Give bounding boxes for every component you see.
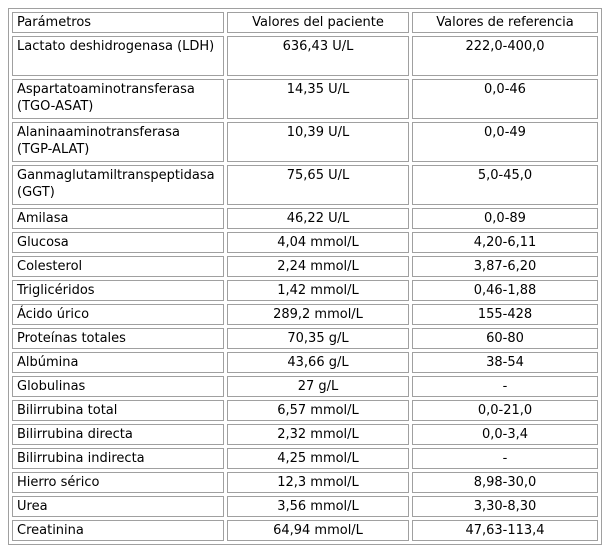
param-cell: Alaninaaminotransferasa (TGP-ALAT) (12, 122, 224, 162)
table-row (12, 400, 598, 421)
reference-value-cell: 4,20-6,11 (412, 232, 598, 253)
reference-value-cell: 5,0-45,0 (412, 165, 598, 205)
param-cell: Proteínas totales (12, 328, 224, 349)
reference-value-cell: 155-428 (412, 304, 598, 325)
patient-value-cell: 1,42 mmol/L (227, 280, 409, 301)
patient-value-cell: 64,94 mmol/L (227, 520, 409, 541)
patient-value-cell: 3,56 mmol/L (227, 496, 409, 517)
reference-value-cell: 0,46-1,88 (412, 280, 598, 301)
table-row (12, 304, 598, 325)
reference-value-cell: 0,0-89 (412, 208, 598, 229)
table-row (12, 122, 598, 162)
reference-value-cell: 0,0-21,0 (412, 400, 598, 421)
param-cell: Ganmaglutamiltranspeptidasa (GGT) (12, 165, 224, 205)
patient-value-cell: 12,3 mmol/L (227, 472, 409, 493)
param-cell: Bilirrubina total (12, 400, 224, 421)
param-cell: Globulinas (12, 376, 224, 397)
reference-value-cell: 0,0-49 (412, 122, 598, 162)
patient-value-cell: 289,2 mmol/L (227, 304, 409, 325)
patient-value-cell: 14,35 U/L (227, 79, 409, 119)
reference-value-cell: 60-80 (412, 328, 598, 349)
reference-value-cell: 0,0-3,4 (412, 424, 598, 445)
table-header-row (12, 12, 598, 33)
table-row (12, 448, 598, 469)
table-row (12, 424, 598, 445)
reference-value-cell: - (412, 448, 598, 469)
table-row (12, 36, 598, 76)
patient-value-cell: 10,39 U/L (227, 122, 409, 162)
reference-value-cell: 3,87-6,20 (412, 256, 598, 277)
table-row (12, 376, 598, 397)
reference-value-cell: 47,63-113,4 (412, 520, 598, 541)
table-body (12, 36, 598, 541)
param-cell: Creatinina (12, 520, 224, 541)
param-cell: Bilirrubina indirecta (12, 448, 224, 469)
param-cell: Lactato deshidrogenasa (LDH) (12, 36, 224, 76)
patient-value-cell: 43,66 g/L (227, 352, 409, 373)
param-cell: Triglicéridos (12, 280, 224, 301)
param-cell: Bilirrubina directa (12, 424, 224, 445)
patient-value-cell: 2,32 mmol/L (227, 424, 409, 445)
table-row (12, 232, 598, 253)
param-cell: Amilasa (12, 208, 224, 229)
table-row (12, 496, 598, 517)
patient-value-cell: 70,35 g/L (227, 328, 409, 349)
reference-value-cell: - (412, 376, 598, 397)
patient-value-cell: 4,04 mmol/L (227, 232, 409, 253)
reference-value-cell: 3,30-8,30 (412, 496, 598, 517)
param-cell: Hierro sérico (12, 472, 224, 493)
header-parameters: Parámetros (12, 12, 224, 33)
patient-value-cell: 27 g/L (227, 376, 409, 397)
table-row (12, 280, 598, 301)
param-cell: Glucosa (12, 232, 224, 253)
patient-value-cell: 636,43 U/L (227, 36, 409, 76)
patient-value-cell: 75,65 U/L (227, 165, 409, 205)
patient-value-cell: 2,24 mmol/L (227, 256, 409, 277)
reference-value-cell: 0,0-46 (412, 79, 598, 119)
table-row (12, 352, 598, 373)
table-row (12, 79, 598, 119)
patient-value-cell: 4,25 mmol/L (227, 448, 409, 469)
patient-value-cell: 46,22 U/L (227, 208, 409, 229)
param-cell: Urea (12, 496, 224, 517)
param-cell: Aspartatoaminotransferasa (TGO-ASAT) (12, 79, 224, 119)
reference-value-cell: 8,98-30,0 (412, 472, 598, 493)
table-row (12, 472, 598, 493)
table-row (12, 208, 598, 229)
table-row (12, 256, 598, 277)
table-row (12, 165, 598, 205)
param-cell: Albúmina (12, 352, 224, 373)
table-row (12, 328, 598, 349)
param-cell: Ácido úrico (12, 304, 224, 325)
patient-value-cell: 6,57 mmol/L (227, 400, 409, 421)
header-patient-values: Valores del paciente (227, 12, 409, 33)
table-row (12, 520, 598, 541)
param-cell: Colesterol (12, 256, 224, 277)
reference-value-cell: 222,0-400,0 (412, 36, 598, 76)
header-reference-values: Valores de referencia (412, 12, 598, 33)
reference-value-cell: 38-54 (412, 352, 598, 373)
lab-results-table (8, 8, 602, 545)
